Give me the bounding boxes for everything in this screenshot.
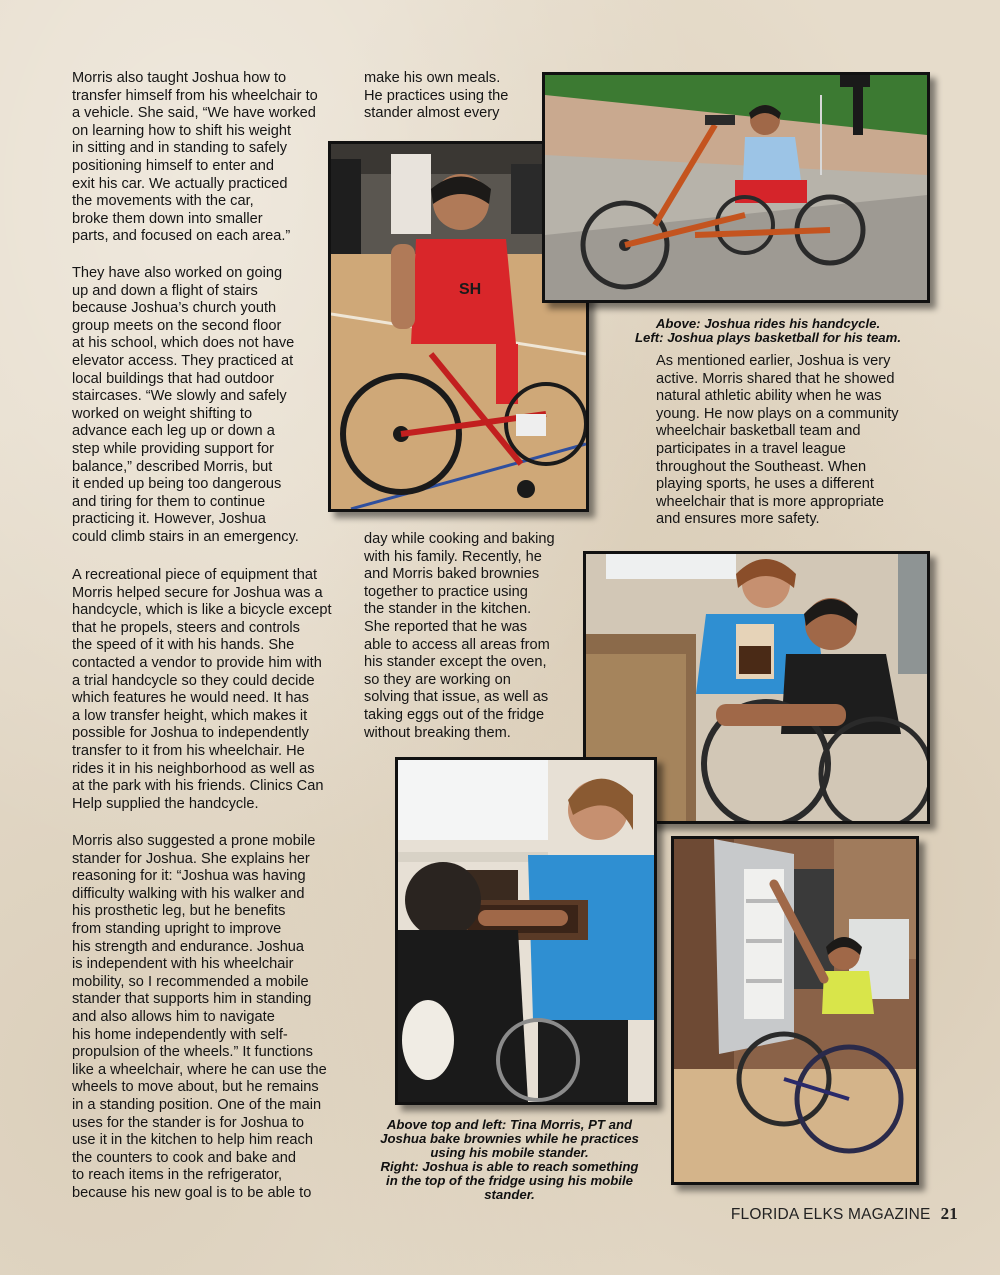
photo-baking	[395, 757, 657, 1105]
body-paragraph-meals: make his own meals. He practices using the stander almost every	[364, 70, 509, 122]
body-paragraph-handcycle: A recreational piece of equipment that Morris helped secure for Joshua was a handcycle, which is like a bicycle except that he propels, steers and controls the speed of it with his hands. She contacted a vendor to provide him with a trial handcycle so they could decide which features he would need. It has a low transfer height, which makes it possible for Joshua to independently transfer to it from his wheelchair. He rides it in his neighborhood as well as at the park with his friends. Clinics Can Help supplied the handcycle.	[72, 567, 332, 812]
photo-fridge	[671, 836, 919, 1185]
body-paragraph-mobile-stander: Morris also suggested a prone mobile stander for Joshua. She explains her reasoning for it: “Joshua was having difficulty walking with his walker and his prosthetic leg, but he benefits from standing upright to improve his strength and endurance. Joshua is independent with his wheelchair mobility, so I recommended a mobile stander that supports him in standing and also allows him to navigate his home independently with self- propulsion of the wheels.” It functions like a wheelchair, where he can use the wheels to move about, but he remains in a standing position. One of the main uses for the stander is for Joshua to use it in the kitchen to help him reach the counters to cook and bake and to reach items in the refrigerator, because his new goal is to be able to	[72, 833, 327, 1201]
caption-baking-fridge: Above top and left: Tina Morris, PT and Joshua bake brownies while he practices using his mobile stander. Right: Joshua is able to reach something in the top of the fridge using his mobile stander.	[380, 1117, 639, 1202]
fridge-illustration	[674, 839, 916, 1182]
baking-illustration	[398, 760, 654, 1102]
handcycle-illustration	[545, 75, 927, 300]
svg-text:SH: SH	[459, 281, 482, 298]
page-footer	[731, 1204, 958, 1224]
magazine-name: FLORIDA ELKS MAGAZINE	[730, 1206, 931, 1223]
body-paragraph-stairs: They have also worked on going up and down a flight of stairs because Joshua’s church youth group meets on the second floor at his school, which does not have elevator access. They practiced at local buildings that had outdoor staircases. “We slowly and safely worked on weight shifting to advance each leg up or down a step while providing support for balance,” described Morris, but it ended up being too dangerous and tiring for them to continue practicing it. However, Joshua could climb stairs in an emergency.	[72, 265, 299, 545]
page-number: 21	[940, 1204, 958, 1223]
body-paragraph-baking: day while cooking and baking with his family. Recently, he and Morris baked brownies together to practice using the stander in the kitchen. She reported that he was able to access all areas from his stander except the oven, so they are working on solving that issue, as well as taking eggs out of the fridge without breaking them.	[364, 531, 555, 741]
body-paragraph-vehicle-transfer: Morris also taught Joshua how to transfer himself from his wheelchair to a vehicle. She said, “We have worked on learning how to shift his weight in sitting and in standing to safely positioning himself to enter and exit his car. We actually practiced the movements with the car, broke them down into smaller parts, and focused on each area.”	[72, 70, 318, 245]
caption-handcycle-basketball: Above: Joshua rides his handcycle. Left: Joshua plays basketball for his team.	[634, 316, 902, 345]
body-paragraph-athletics: As mentioned earlier, Joshua is very active. Morris shared that he showed natural athletic ability when he was young. He now plays on a community wheelchair basketball team and participates in a travel league throughout the Southeast. When playing sports, he uses a different wheelchair that is more appropriate and ensures more safety.	[656, 353, 899, 528]
photo-handcycle	[542, 72, 930, 303]
